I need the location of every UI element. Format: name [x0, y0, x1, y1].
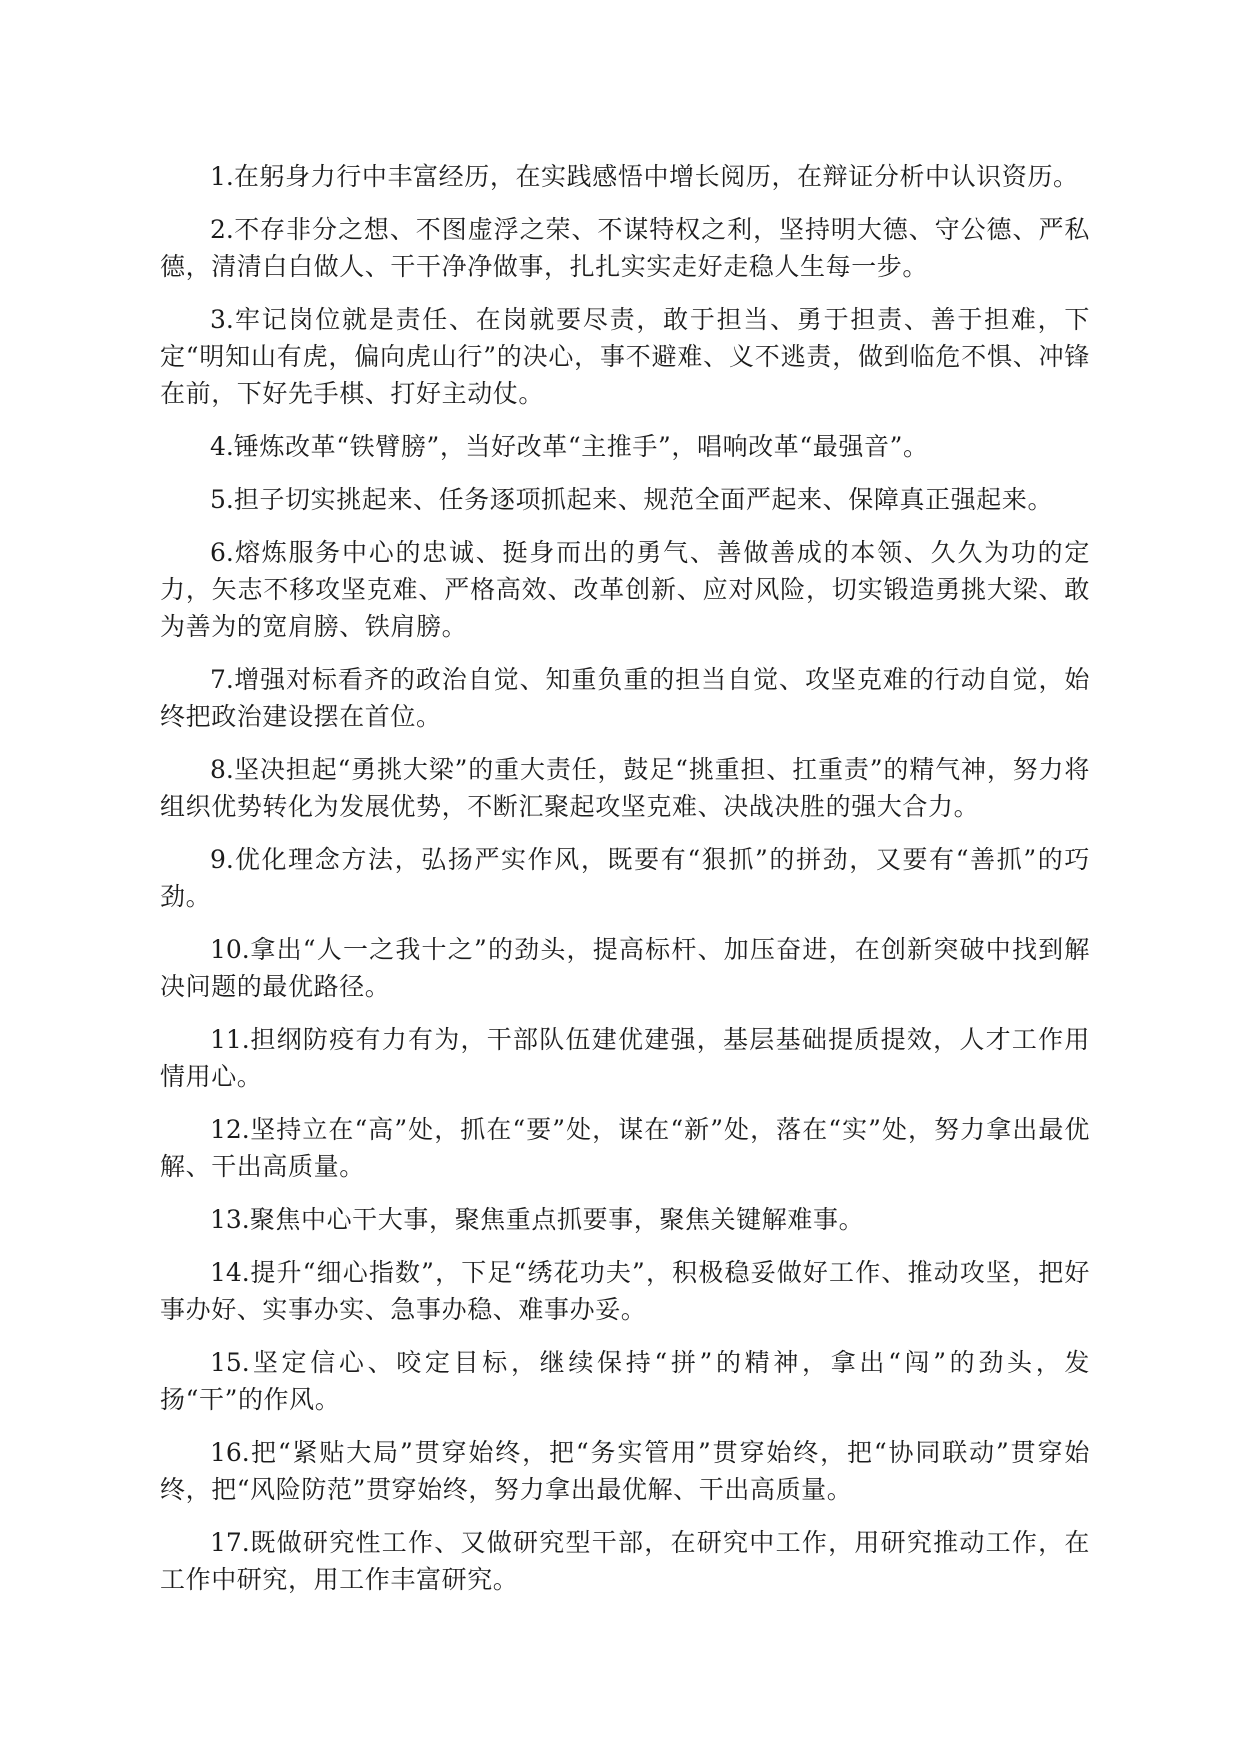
- item-number: 7.: [210, 665, 234, 694]
- item-text: 熔炼服务中心的忠诚、挺身而出的勇气、善做善成的本领、久久为功的定力，矢志不移攻坚克难、严格高效、改革创新、应对风险，切实锻造勇挑大梁、敢为善为的宽肩膀、铁肩膀。: [160, 538, 1090, 641]
- paragraph-item: [160, 661, 1090, 735]
- item-number: 15.: [210, 1348, 250, 1377]
- item-text: 聚焦中心干大事，聚焦重点抓要事，聚焦关键解难事。: [249, 1205, 865, 1234]
- item-number: 14.: [210, 1258, 250, 1287]
- item-text: 在躬身力行中丰富经历，在实践感悟中增长阅历，在辩证分析中认识资历。: [233, 162, 1079, 191]
- item-text: 坚定信心、咬定目标，继续保持“拼”的精神，拿出“闯”的劲头，发扬“干”的作风。: [160, 1348, 1090, 1414]
- item-text: 锤炼改革“铁臂膀”，当好改革“主推手”，唱响改革“最强音”。: [233, 432, 929, 461]
- paragraph-item: [160, 158, 1090, 195]
- paragraph-item: [160, 534, 1090, 645]
- paragraph-item: [160, 931, 1090, 1005]
- paragraph-item: [160, 1344, 1090, 1418]
- item-text: 坚决担起“勇挑大梁”的重大责任，鼓足“挑重担、扛重责”的精气神，努力将组织优势转化为发展优势，不断汇聚起攻坚克难、决战决胜的强大合力。: [160, 755, 1090, 821]
- paragraph-item: [160, 1524, 1090, 1598]
- item-text: 既做研究性工作、又做研究型干部，在研究中工作，用研究推动工作，在工作中研究，用工作丰富研究。: [160, 1528, 1090, 1594]
- paragraph-item: [160, 1111, 1090, 1185]
- item-number: 12.: [210, 1115, 250, 1144]
- paragraph-item: [160, 751, 1090, 825]
- paragraph-item: [160, 1434, 1090, 1508]
- item-number: 5.: [210, 485, 234, 514]
- item-number: 4.: [210, 432, 234, 461]
- item-text: 把“紧贴大局”贯穿始终，把“务实管用”贯穿始终，把“协同联动”贯穿始终，把“风险防范”贯穿始终，努力拿出最优解、干出高质量。: [160, 1438, 1090, 1504]
- item-number: 11.: [210, 1025, 250, 1054]
- paragraph-item: [160, 301, 1090, 412]
- paragraph-item: [160, 1254, 1090, 1328]
- item-text: 不存非分之想、不图虚浮之荣、不谋特权之利，坚持明大德、守公德、严私德，清清白白做人、干干净净做事，扎扎实实走好走稳人生每一步。: [160, 215, 1090, 281]
- item-number: 8.: [210, 755, 234, 784]
- item-number: 17.: [210, 1528, 250, 1557]
- item-text: 牢记岗位就是责任、在岗就要尽责，敢于担当、勇于担责、善于担难，下定“明知山有虎，偏向虎山行”的决心，事不避难、义不逃责，做到临危不惧、冲锋在前，下好先手棋、打好主动仗。: [160, 305, 1090, 408]
- item-number: 3.: [210, 305, 234, 334]
- paragraph-item: [160, 211, 1090, 285]
- document-body: [160, 158, 1090, 1614]
- item-text: 拿出“人一之我十之”的劲头，提高标杆、加压奋进，在创新突破中找到解决问题的最优路径。: [160, 935, 1090, 1001]
- item-number: 16.: [210, 1438, 250, 1467]
- paragraph-item: [160, 1021, 1090, 1095]
- item-text: 坚持立在“高”处，抓在“要”处，谋在“新”处，落在“实”处，努力拿出最优解、干出高质量。: [160, 1115, 1090, 1181]
- item-text: 提升“细心指数”，下足“绣花功夫”，积极稳妥做好工作、推动攻坚，把好事办好、实事办实、急事办稳、难事办妥。: [160, 1258, 1090, 1324]
- item-text: 增强对标看齐的政治自觉、知重负重的担当自觉、攻坚克难的行动自觉，始终把政治建设摆在首位。: [160, 665, 1090, 731]
- paragraph-item: [160, 481, 1090, 518]
- item-number: 9.: [210, 845, 234, 874]
- item-text: 担子切实挑起来、任务逐项抓起来、规范全面严起来、保障真正强起来。: [233, 485, 1054, 514]
- item-number: 10.: [210, 935, 250, 964]
- paragraph-item: [160, 428, 1090, 465]
- paragraph-item: [160, 841, 1090, 915]
- item-text: 担纲防疫有力有为，干部队伍建优建强，基层基础提质提效，人才工作用情用心。: [160, 1025, 1090, 1091]
- item-number: 2.: [210, 215, 234, 244]
- paragraph-item: [160, 1201, 1090, 1238]
- item-number: 6.: [210, 538, 234, 567]
- item-number: 13.: [210, 1205, 250, 1234]
- item-text: 优化理念方法，弘扬严实作风，既要有“狠抓”的拼劲，又要有“善抓”的巧劲。: [160, 845, 1090, 911]
- item-number: 1.: [210, 162, 234, 191]
